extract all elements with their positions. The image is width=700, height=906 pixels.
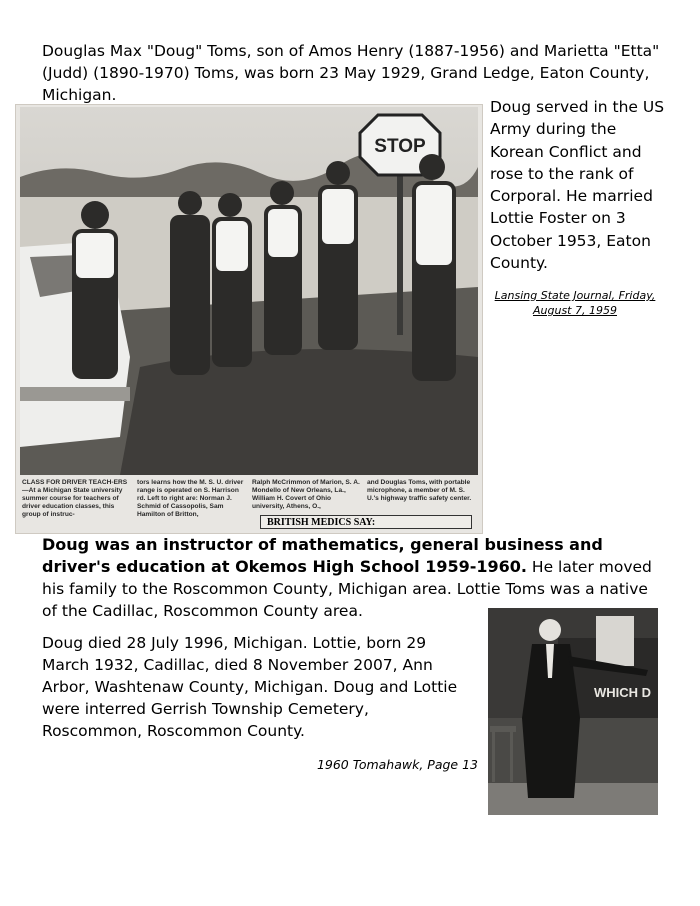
- army-paragraph: Doug served in the US Army during the Korean Conflict and rose to the rank of Corporal. He married Lottie Foster on 3 October 1953, Eaton County.: [490, 98, 665, 273]
- caption-column: Ralph McCrimmon of Marion, S. A. Mondello of New Orleans, La., William H. Covert of Ohio university, Athens, O.,: [252, 479, 360, 510]
- career-bold-text: Doug was an instructor of mathematics, general business and driver's education at Okemos High School 1959-1960.: [42, 535, 603, 576]
- intro-paragraph: Douglas Max "Doug" Toms, son of Amos Henry (1887-1956) and Marietta "Etta" (Judd) (1890-1970) Toms, was born 23 May 1929, Grand Ledge, Eaton County, Michigan.: [42, 42, 660, 104]
- stop-sign-text: STOP: [374, 136, 426, 157]
- chalkboard-text: WHICH D: [594, 685, 652, 700]
- yearbook-photo: [488, 608, 658, 815]
- caption-column: and Douglas Toms, with portable microphone, a member of M. S. U.'s highway traffic safety center.: [367, 479, 472, 502]
- caption-column: CLASS FOR DRIVER TEACH-ERS—At a Michigan State university summer course for teachers of driver education classes, this group of instruc-: [22, 479, 128, 518]
- newspaper-clipping: [16, 105, 482, 533]
- career-rest-text: He later moved his family to the Roscommon County, Michigan area. Lottie Toms was a native of the Cadillac, Roscommon County area.: [42, 558, 652, 620]
- clipping-headline: BRITISH MEDICS SAY:: [260, 515, 472, 529]
- newspaper-citation: Lansing State Journal, Friday, August 7, 1959: [494, 289, 656, 317]
- yearbook-citation: 1960 Tomahawk, Page 13: [316, 757, 478, 772]
- death-paragraph: Doug died 28 July 1996, Michigan. Lottie, born 29 March 1932, Cadillac, died 8 November 2007, Ann Arbor, Washtenaw County, Michigan. Doug and Lottie were interred Gerrish Township Cemetery, Roscommon, Roscommon County.: [42, 634, 458, 740]
- caption-column: tors learns how the M. S. U. driver range is operated on S. Harrison rd. Left to right are: Norman J. Schmid of Cassopolis, Sam Hamilton of Britton,: [137, 479, 244, 518]
- driver-teachers-photo: [20, 107, 478, 475]
